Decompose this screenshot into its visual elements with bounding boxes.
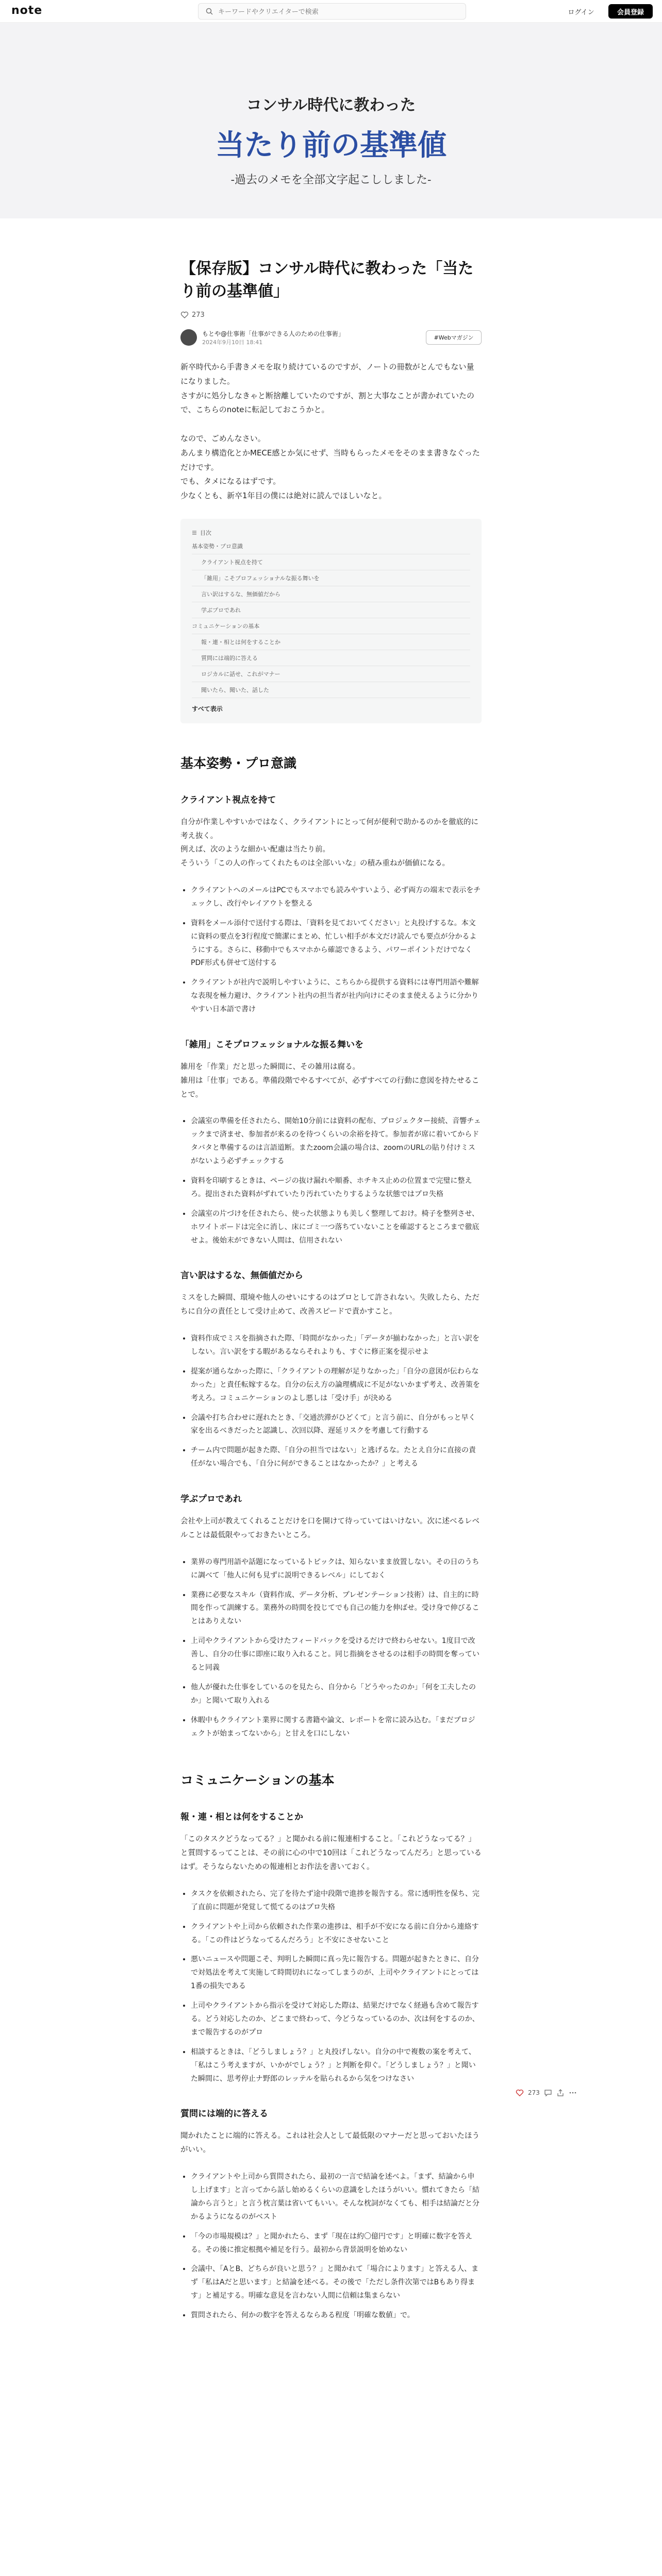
paragraph-line: 雑用は「仕事」である。準備段階でやるすべてが、必ずすべての行動に意図を持たせることで。 [180,1076,479,1099]
list-item: • 会議や打ち合わせに遅れたとき、「交通渋滞がひどくて」と言う前に、自分がもっと早く家を出るべきだったと認識し、次回以降、遅延リスクを考慮して行動する [191,1412,482,1438]
search-icon [206,8,213,15]
list-item: • クライアントや上司から依頼された作業の進捗は、相手が不安になる前に自分から連絡する。「この件はどうなってるんだろう」と不安にさせないこと [191,1921,482,1947]
list-item: • 上司やクライアントから受けたフィードバックを受けるだけで終わらせない。1度目で改善し、自分の仕事に即座に取り入れること。同じ指摘をさせるのは相手の時間を奪っていると同義 [191,1635,482,1675]
list-item: • 相談するときは、「どうしましょう？」と丸投げしない。自分の中で複数の案を考えて、「私はこう考えますが、いかがでしょう？」と判断を仰ぐ。「どうしましょう？」と聞いた瞬間に、思考停止ナ野郎のレッテルを貼られるから気をつけなさい [191,2046,482,2086]
list-item: • 業務に必要なスキル（資料作成、データ分析、プレゼンテーション技術）は、自主的に時間を作って訓練する。業務外の時間を投じてでも自己の能力を伸ばせ。受け身で伸びることはありえない [191,1589,482,1629]
paragraph-line: そういう「この人の作ってくれたものは全部いいな」の積み重ねが価値になる。 [180,859,450,868]
intro-text [180,360,482,503]
subsection-heading: 言い訳はするな、無価値だから [180,1270,303,1281]
bullet-list [180,1888,482,2086]
heart-icon[interactable] [516,2089,524,2097]
toc-label: 目次 [200,529,211,536]
article-header-image [0,23,662,218]
article-body [180,258,482,2329]
list-item: • 上司やクライアントから指示を受けて対応した際は、結果だけでなく経過も含めて報告する。どう対応したのか、どこまで終わって、今どうなっているのか、次は何をするのか、まで報告するのがプロ [191,1999,482,2040]
list-item: • 資料作成でミスを指摘された際、「時間がなかった」「データが揃わなかった」と言い訳をしない。言い訳をする暇があるならそれよりも、すぐに修正案を提示せよ [191,1332,482,1359]
toc-item[interactable]: 報・連・相とは何をすることか [192,634,470,650]
list-item: • タスクを依頼されたら、完了を待たず途中段階で進捗を報告する。常に透明性を保ち、完了直前に問題が発覚して慌てるのはプロ失格 [191,1888,482,1914]
section-heading: 基本姿勢・プロ意識 [180,755,297,771]
toc-item[interactable]: 「雑用」こそプロフェッショナルな振る舞いを [192,570,470,586]
paragraph [180,816,482,871]
list-item: • チーム内で問題が起きた際、「自分の担当ではない」と逃げるな。たとえ自分に直接の責任がない場合でも、「自分に何ができることはなかったか？」と考える [191,1444,482,1471]
author-row [180,327,482,348]
section-heading: コミュニケーションの基本 [180,1773,335,1788]
subsection-heading: 報・連・相とは何をすることか [180,1812,303,1823]
paragraph-line: 「このタスクどうなってる？」と聞かれる前に報連相すること。「これどうなってる？」と質問するってことは、その前に心の中で10回は「これどうなってんだろ」と思っているはず。そうならないための報連相とお作法を書いておく。 [180,1835,482,1872]
search-input[interactable] [218,6,460,18]
hero-main-title: 当たり前の基準値 [216,128,446,162]
toc-header [192,527,470,538]
post-date: 2024年9月10日 18:41 [202,339,263,346]
bullet-list [180,884,482,1016]
subsection-heading: 「雑用」こそプロフェッショナルな振る舞いを [180,1040,363,1050]
list-item: • 質問されたら、何かの数字を答えるならある程度「明確な数値」で。 [191,2309,482,2323]
paragraph-line: 自分が作業しやすいかではなく、クライアントにとって何が便利で助かるのかを徹底的に考え抜く。 [180,818,478,840]
toc-item[interactable]: 学ぶプロであれ [192,602,470,618]
hero-subtitle: コンサル時代に教わった [246,96,416,114]
list-item: • クライアントが社内で説明しやすいように、こちらから提供する資料には専門用語や難解な表現を極力避け、クライアント社内の担当者が社内向けにそのまま使えるように分かりやすい日本語で書け [191,976,482,1016]
floating-reaction-bar [516,2087,588,2099]
toc-item[interactable]: コミュニケーションの基本 [192,618,470,634]
intro-line: 少なくとも、新卒1年目の僕には絶対に読んでほしいなと。 [180,491,387,500]
list-item: • 「今の市場規模は？」と聞かれたら、まず「現在は約〇億円です」と明確に数字を答える。その後に推定根拠や補足を行う。最初から背景説明を始めない [191,2230,482,2257]
paragraph-line: ミスをした瞬間、環境や他人のせいにするのはプロとして許されない。失敗したら、ただちに自分の責任として受け止めて、改善スピードで責かすこと。 [180,1294,479,1316]
list-item: • 他人が優れた仕事をしているのを見たら、自分から「どうやったのか」「何を工夫したのか」と聞いて取り入れる [191,1681,482,1708]
toc-show-all-button[interactable]: すべて表示 [192,705,223,713]
paragraph [180,1833,482,1874]
intro-line: でも、タメになるはずです。 [180,477,281,486]
list-item: • 会議室の準備を任されたら、開始10分前には資料の配布、プロジェクター接続、音響チェックまで済ませ、参加者が来るのを待つくらいの余裕を持て。参加者が席に着いてからドタバタと準備するのは言語道断。またzoom会議の場合は、zoomのURLの貼り付けミスがないよう必ずチェックする [191,1115,482,1168]
toc-item[interactable]: 質問には端的に答える [192,650,470,666]
list-item: • 提案が通らなかった際に、「クライアントの理解が足りなかった」「自分の意図が伝わらなかった」と責任転嫁するな。自分の伝え方の論理構成に不足がないかまず考え、改善策を考えろ。コミュニケーションのよし悪しは「受け手」が決める [191,1365,482,1405]
toc-item[interactable]: 言い訳はするな、無価値だから [192,586,470,602]
magazine-button[interactable]: #Webマガジン [426,330,482,345]
floating-like-count: 273 [528,2089,540,2096]
subsection-heading: 学ぶプロであれ [180,1494,242,1505]
bullet-list [180,1556,482,1741]
list-item: • 資料をメール添付で送付する際は、「資料を見ておいてください」と丸投げするな。本文に資料の要点を3行程度で簡潔にまとめ、忙しい相手が本文だけ読んでも要点が分かるようにする。さらに、移動中でもスマホから確認できるよう、パワーポイントだけでなくPDF形式も併せて送付する [191,917,482,971]
subsection-heading: 質問には端的に答える [180,2109,268,2120]
share-icon[interactable] [556,2089,565,2097]
intro-line: さすがに処分しなきゃと断捨離していたのですが、割と大事なことが書かれていたので、こちらのnoteに転記しておこうかと。 [180,391,475,415]
list-item: • 資料を印刷するときは、ページの抜け漏れや順番、ホチキス止めの位置まで完璧に整えろ。提出された資料がずれていたり汚れていたりするような状態ではプロ失格 [191,1175,482,1201]
intro-line: あんまり構造化とかMECE感とか気にせず、当時もらったメモをそのまま書きなぐっただけです。 [180,448,480,472]
login-button[interactable]: ログイン [561,4,601,19]
list-item: • 悪いニュースや問題こそ、判明した瞬間に真っ先に報告する。問題が起きたときに、自分で対処法を考えて実施して時間切れになってしまうのが、上司やクライアントにとっては1番の損失である [191,1953,482,1993]
bullet-list [180,1332,482,1471]
top-navigation-bar [0,0,662,23]
paragraph-line: 聞かれたことに端的に答える。これは社会人として最低限のマナーだと思っておいたほうがいい。 [180,2132,479,2155]
search-box[interactable] [198,3,466,20]
paragraph [180,1515,482,1543]
table-of-contents [180,519,482,723]
author-name[interactable]: もとや@仕事術「仕事ができる人のための仕事術」 [202,330,345,337]
heart-icon[interactable] [180,311,189,319]
list-item: • 会議中、「AとB、どちらが良いと思う？」と聞かれて「場合によります」と答える人、まず「私はAだと思います」と結論を述べる。その後で「ただし条件次第ではBもあり得ます」と補足する。明確な意見を言わない人間に信頼は集まらない [191,2263,482,2303]
toc-item[interactable]: ロジカルに話せ、これがマナー [192,666,470,682]
paragraph [180,1291,482,1319]
paragraph-line: 雑用を「作業」だと思った瞬間に、その雑用は腐る。 [180,1063,360,1072]
like-count: 273 [192,311,205,319]
bullet-list [180,1115,482,1247]
note-logo[interactable]: note [11,4,43,17]
toc-item[interactable]: 基本姿勢・プロ意識 [192,538,470,554]
comment-icon[interactable] [544,2089,552,2097]
paragraph-line: 例えば、次のような細かい配慮は当たり前。 [180,845,330,854]
toc-item[interactable]: 聞いたら、聞いた、話した [192,682,470,698]
paragraph-line: 会社や上司が教えてくれることだけを口を開けて待っていてはいけない。次に述べるレベルことは最低限やっておきたいところ。 [180,1517,479,1539]
list-item: • 休暇中もクライアント業界に関する書籍や論文、レポートを常に読み込む。「まだプロジェクトが始まってないから」と甘えを口にしない [191,1714,482,1741]
intro-line: 新卒時代から手書きメモを取り続けているのですが、ノートの冊数がとんでもない量になりました。 [180,362,474,386]
toc-item[interactable]: クライアント視点を持て [192,554,470,570]
list-item: • クライアントや上司から質問されたら、最初の一言で結論を述べよ。「まず、結論から申し上げます」と言ってから話し始めるくらいの意識をしたほうがいい。慣れてきたら「結論から言うと」と言う枕言葉は省いてもいい。そんな枕詞がなくても、相手は結論だと分かるようになるのがベスト [191,2171,482,2224]
more-icon[interactable] [569,2089,577,2097]
list-item: • クライアントへのメールはPCでもスマホでも読みやすいよう、必ず両方の端末で表示をチェックし、改行やレイアウトを整える [191,884,482,911]
bullet-list [180,2171,482,2323]
subsection-heading: クライアント視点を持て [180,794,276,805]
hero-tagline: -過去のメモを全部文字起こししました- [230,174,432,187]
article-title: 【保存版】コンサル時代に教わった「当たり前の基準値」 [180,260,474,300]
avatar[interactable] [180,329,197,346]
paragraph [180,2129,482,2157]
intro-line: なので、ごめんなさい。 [180,434,266,443]
list-item: • 業界の専門用語や話題になっているトピックは、知らないまま放置しない。その日のうちに調べて「他人に何も見ずに説明できるレベル」にしておく [191,1556,482,1583]
list-icon [192,530,197,535]
paragraph [180,1060,482,1101]
list-item: • 会議室の片づけを任されたら、使った状態よりも美しく整理しておけ。椅子を整列させ、ホワイトボードは完全に消し、床にゴミ一つ落ちていないことを確認するところまで徹底せよ。後始末ができない人間は、信用されない [191,1208,482,1248]
like-counter[interactable] [180,310,482,320]
signup-button[interactable]: 会員登録 [608,4,653,19]
